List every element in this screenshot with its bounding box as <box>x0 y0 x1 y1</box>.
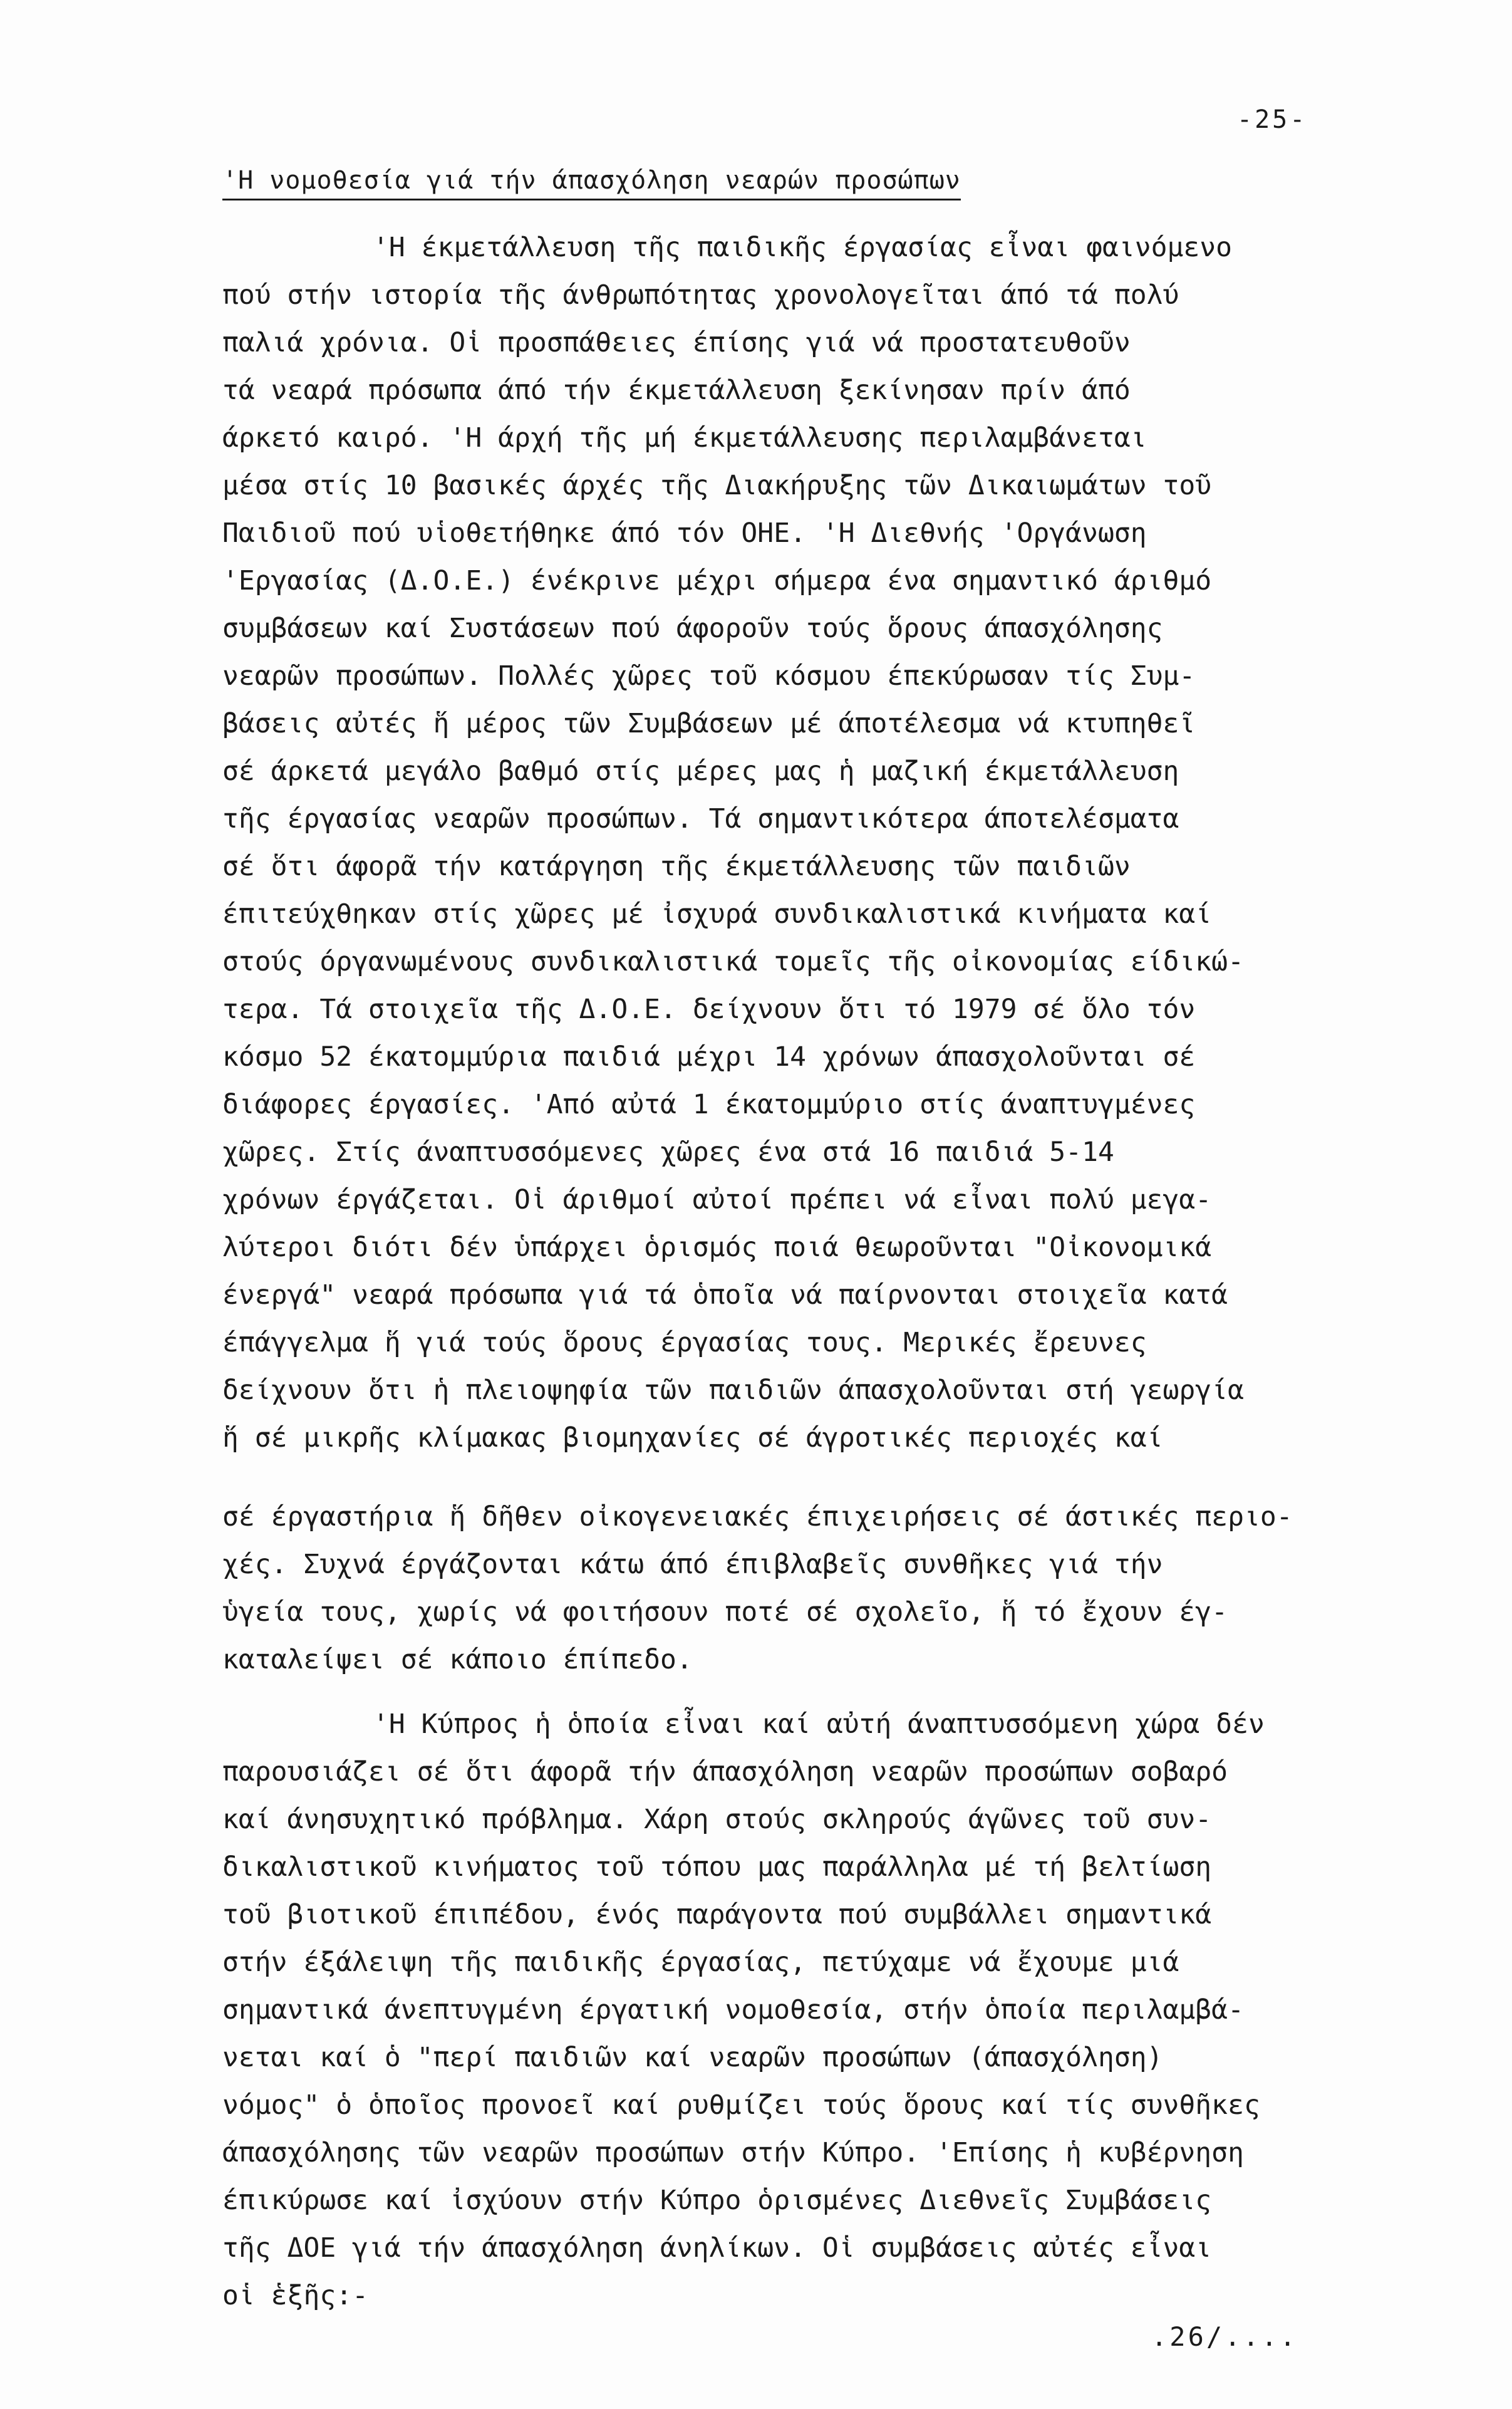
text-line: πού στήν ιστορία τῆς άνθρωπότητας χρονολογεῖται άπό τά πολύ <box>222 279 1179 311</box>
text-line: 'Η Κύπρος ἡ ὁποία εἶναι καί αὐτή άναπτυσσόμενη χώρα δέν <box>373 1709 1265 1740</box>
text-line: σέ έργαστήρια ἥ δῆθεν οἰκογενειακές έπιχειρήσεις σέ άστικές περιο- <box>222 1501 1293 1532</box>
text-line: σημαντικά άνεπτυγμένη έργατική νομοθεσία, στήν ὁποία περιλαμβά- <box>222 1994 1244 2026</box>
text-line: καταλείψει σέ κάποιο έπίπεδο. <box>222 1644 693 1675</box>
continuation-marker: .26/.... <box>1151 2321 1298 2352</box>
text-line: βάσεις αὐτές ἥ μέρος τῶν Συμβάσεων μέ άποτέλεσμα νά κτυπηθεῖ <box>222 708 1196 739</box>
text-line: στούς όργανωμένους συνδικαλιστικά τομεῖς τῆς οἰκονομίας είδικώ- <box>222 946 1244 977</box>
text-line: Παιδιοῦ πού υἱοθετήθηκε άπό τόν ΟΗΕ. 'Η Διεθνής 'Οργάνωση <box>222 518 1147 549</box>
text-line: ἥ σέ μικρῆς κλίμακας βιομηχανίες σέ άγροτικές περιοχές καί <box>222 1422 1163 1454</box>
text-line: δείχνουν ὅτι ἡ πλειοψηφία τῶν παιδιῶν άπασχολοῦνται στή γεωργία <box>222 1375 1244 1406</box>
text-line: κόσμο 52 έκατομμύρια παιδιά μέχρι 14 χρόνων άπασχολοῦνται σέ <box>222 1041 1196 1073</box>
text-line: χῶρες. Στίς άναπτυσσόμενες χῶρες ένα στά 16 παιδιά 5-14 <box>222 1137 1114 1168</box>
text-line: μέσα στίς 10 βασικές άρχές τῆς Διακήρυξης τῶν Δικαιωμάτων τοῦ <box>222 470 1212 501</box>
text-line: παλιά χρόνια. Οἱ προσπάθειες έπίσης γιά νά προστατευθοῦν <box>222 327 1131 358</box>
paragraph-child-labour-continued <box>222 1493 1469 1683</box>
text-line: χές. Συχνά έργάζονται κάτω άπό έπιβλαβεῖς συνθῆκες γιά τήν <box>222 1549 1163 1580</box>
text-line: λύτεροι διότι δέν ὑπάρχει ὁρισμός ποιά θεωροῦνται "Οἰκονομικά <box>222 1232 1212 1263</box>
section-heading: 'Η νομοθεσία γιά τήν άπασχόληση νεαρών προσώπων <box>222 166 961 200</box>
text-line: νόμος" ὁ ὁποῖος προνοεῖ καί ρυθμίζει τούς ὅρους καί τίς συνθῆκες <box>222 2089 1260 2121</box>
text-line: τά νεαρά πρόσωπα άπό τήν έκμετάλλευση ξεκίνησαν πρίν άπό <box>222 375 1131 406</box>
text-line: έπάγγελμα ἥ γιά τούς ὅρους έργασίας τους. Μερικές ἔρευνες <box>222 1327 1147 1358</box>
text-line: ὑγεία τους, χωρίς νά φοιτήσουν ποτέ σέ σχολεῖο, ἥ τό ἔχουν έγ- <box>222 1596 1228 1628</box>
text-line: οἱ ἑξῆς:- <box>222 2280 368 2311</box>
text-line: νεαρῶν προσώπων. Πολλές χῶρες τοῦ κόσμου έπεκύρωσαν τίς Συμ- <box>222 660 1196 692</box>
text-line: έπικύρωσε καί ἰσχύουν στήν Κύπρο ὁρισμένες Διεθνεῖς Συμβάσεις <box>222 2185 1212 2216</box>
text-line: άπασχόλησης τῶν νεαρῶν προσώπων στήν Κύπρο. 'Επίσης ἡ κυβέρνηση <box>222 2137 1244 2168</box>
text-line: συμβάσεων καί Συστάσεων πού άφοροῦν τούς ὅρους άπασχόλησης <box>222 613 1163 644</box>
text-line: χρόνων έργάζεται. Οἱ άριθμοί αὐτοί πρέπει νά εἶναι πολύ μεγα- <box>222 1184 1212 1215</box>
paragraph-child-labour <box>222 224 1469 1462</box>
text-line: τῆς έργασίας νεαρῶν προσώπων. Τά σημαντικότερα άποτελέσματα <box>222 803 1179 835</box>
text-line: σέ άρκετά μεγάλο βαθμό στίς μέρες μας ἡ μαζική έκμετάλλευση <box>222 756 1179 787</box>
text-line: τερα. Τά στοιχεῖα τῆς Δ.Ο.Ε. δείχνουν ὅτι τό 1979 σέ ὅλο τόν <box>222 994 1196 1025</box>
text-line: δικαλιστικοῦ κινήματος τοῦ τόπου μας παράλληλα μέ τή βελτίωση <box>222 1851 1212 1883</box>
text-line: διάφορες έργασίες. 'Από αὐτά 1 έκατομμύριο στίς άναπτυγμένες <box>222 1089 1196 1120</box>
text-line: ένεργά" νεαρά πρόσωπα γιά τά ὁποῖα νά παίρνονται στοιχεῖα κατά <box>222 1279 1228 1311</box>
text-line: 'Εργασίας (Δ.Ο.Ε.) ένέκρινε μέχρι σήμερα ένα σημαντικό άριθμό <box>222 565 1212 596</box>
text-line: 'Η έκμετάλλευση τῆς παιδικῆς έργασίας εἶναι φαινόμενο <box>373 232 1233 263</box>
text-line: έπιτεύχθηκαν στίς χῶρες μέ ἰσχυρά συνδικαλιστικά κινήματα καί <box>222 898 1212 930</box>
page-number: -25- <box>1237 105 1308 134</box>
text-line: τῆς ΔΟΕ γιά τήν άπασχόληση άνηλίκων. Οἱ συμβάσεις αὐτές εἶναι <box>222 2232 1212 2264</box>
text-line: καί άνησυχητικό πρόβλημα. Χάρη στούς σκληρούς άγῶνες τοῦ συν- <box>222 1804 1212 1835</box>
text-line: τοῦ βιοτικοῦ έπιπέδου, ένός παράγοντα πού συμβάλλει σημαντικά <box>222 1899 1212 1930</box>
text-line: παρουσιάζει σέ ὅτι άφορᾶ τήν άπασχόληση νεαρῶν προσώπων σοβαρό <box>222 1756 1228 1787</box>
text-line: νεται καί ὁ "περί παιδιῶν καί νεαρῶν προσώπων (άπασχόληση) <box>222 2042 1163 2073</box>
text-line: στήν έξάλειψη τῆς παιδικῆς έργασίας, πετύχαμε νά ἔχουμε μιά <box>222 1947 1179 1978</box>
paragraph-cyprus <box>222 1700 1469 2319</box>
text-line: άρκετό καιρό. 'Η άρχή τῆς μή έκμετάλλευσης περιλαμβάνεται <box>222 422 1147 454</box>
text-line: σέ ὅτι άφορᾶ τήν κατάργηση τῆς έκμετάλλευσης τῶν παιδιῶν <box>222 851 1131 882</box>
